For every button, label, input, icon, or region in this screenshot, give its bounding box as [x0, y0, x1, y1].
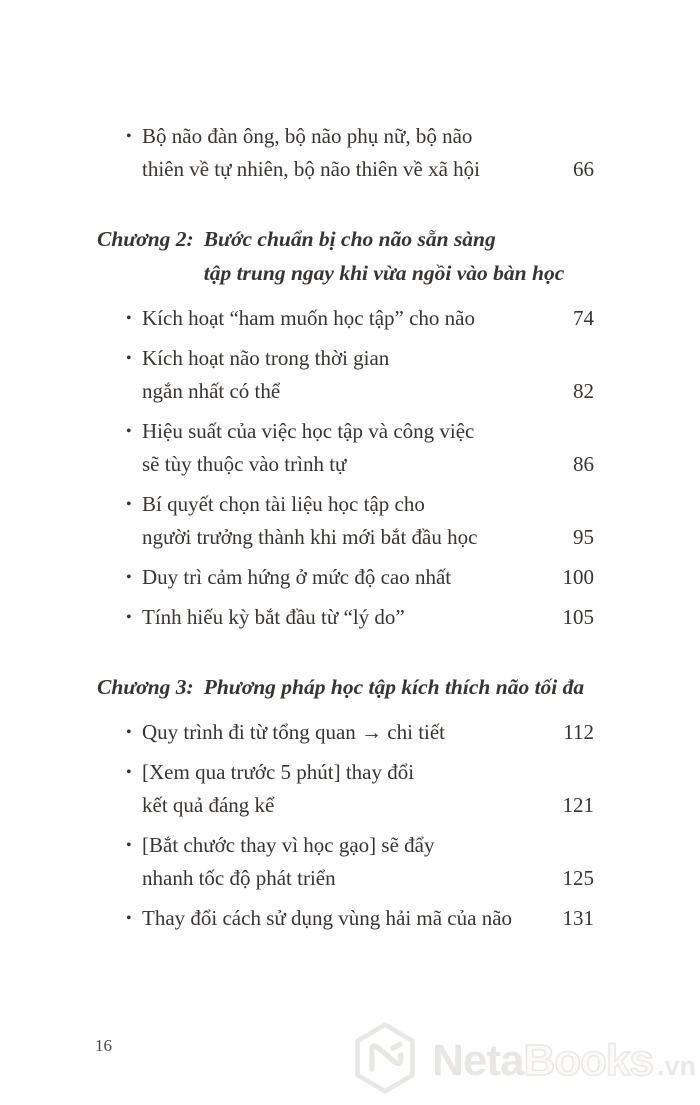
- bullet-icon: •: [126, 837, 132, 854]
- chapter-label: Chương 2:: [97, 227, 194, 251]
- bullet-icon: •: [126, 724, 132, 741]
- netabooks-hexagon-logo-icon: [352, 1022, 418, 1099]
- toc-entry: [97, 415, 594, 481]
- toc-entry: [97, 342, 594, 408]
- toc-entry-page: 66: [573, 157, 594, 181]
- toc-entry-title: [142, 561, 550, 594]
- toc-entry-title-line: Kích hoạt “ham muốn học tập” cho não: [142, 306, 475, 330]
- chapter-title: [204, 222, 565, 290]
- toc-entry-title-line: Thay đổi cách sử dụng vùng hải mã của não: [142, 906, 513, 930]
- toc-entry-title-line: Quy trình đi từ tổng quan → chi tiết: [142, 720, 446, 744]
- toc-entry-title-line: người trưởng thành khi mới bắt đầu học: [142, 525, 478, 549]
- toc-entry-title-line: nhanh tốc độ phát triển: [142, 866, 336, 890]
- watermark-brand-secondary: Books: [523, 1035, 653, 1085]
- toc-entry-title-line: Kích hoạt não trong thời gian: [142, 346, 390, 370]
- chapter-label: Chương 3:: [97, 675, 194, 699]
- toc-entry: [97, 756, 594, 822]
- toc-entry-title-line: [Bắt chước thay vì học gạo] sẽ đẩy: [142, 833, 435, 857]
- bullet-icon: •: [126, 423, 132, 440]
- toc-entry: [97, 902, 594, 935]
- toc-entry: [97, 561, 594, 594]
- toc-entry-title: [142, 902, 550, 935]
- toc-entry-title: [142, 756, 550, 822]
- toc-entry-title-line: kết quả đáng kể: [142, 793, 275, 817]
- netabooks-wordmark: [432, 1036, 696, 1086]
- toc-entry-page: 121: [562, 793, 594, 817]
- chapter-heading-3: [97, 670, 594, 704]
- page-number: 16: [95, 1036, 112, 1055]
- toc-entry: [97, 716, 594, 749]
- toc-entry-title: [142, 601, 550, 634]
- toc-entry-page: 125: [562, 866, 594, 890]
- toc-entry-title: [142, 342, 550, 408]
- toc-entry-title: [142, 120, 550, 186]
- toc-entry-title: [142, 302, 550, 335]
- toc-entry-page: 74: [573, 306, 594, 330]
- bullet-icon: •: [126, 569, 132, 586]
- toc-entry-title: [142, 716, 550, 749]
- toc-entry-title-line: [Xem qua trước 5 phút] thay đổi: [142, 760, 415, 784]
- chapter-title: [204, 670, 584, 704]
- toc-entry: [97, 302, 594, 335]
- bullet-icon: •: [126, 128, 132, 145]
- toc-entry-title-line: Bí quyết chọn tài liệu học tập cho: [142, 492, 425, 516]
- chapter-title-line: tập trung ngay khi vừa ngồi vào bàn học: [203, 261, 565, 285]
- toc-entry-title-line: ngắn nhất có thể: [142, 379, 281, 403]
- toc-entry-title: [142, 488, 550, 554]
- toc-entry: [97, 488, 594, 554]
- toc-entry: [97, 120, 594, 186]
- toc-entry: [97, 601, 594, 634]
- bullet-icon: •: [126, 496, 132, 513]
- table-of-contents: [97, 120, 594, 935]
- chapter-title-line: Phương pháp học tập kích thích não tối đa: [203, 675, 585, 699]
- toc-entry-page: 100: [562, 565, 594, 589]
- bullet-icon: •: [126, 764, 132, 781]
- toc-entry-title: [142, 415, 550, 481]
- watermark-brand-primary: Neta: [432, 1035, 524, 1085]
- toc-entry-title-line: Tính hiếu kỳ bắt đầu từ “lý do”: [142, 605, 405, 629]
- toc-entry-page: 86: [573, 452, 594, 476]
- toc-entry-title: [142, 829, 550, 895]
- toc-entry-page: 131: [562, 906, 594, 930]
- toc-entry-title-line: thiên về tự nhiên, bộ não thiên về xã hội: [142, 157, 480, 181]
- toc-entry-title-line: Bộ não đàn ông, bộ não phụ nữ, bộ não: [142, 124, 473, 148]
- bullet-icon: •: [126, 910, 132, 927]
- bullet-icon: •: [126, 310, 132, 327]
- toc-entry-title-line: Duy trì cảm hứng ở mức độ cao nhất: [142, 565, 452, 589]
- toc-entry-page: 82: [573, 379, 594, 403]
- toc-entry-page: 105: [562, 605, 594, 629]
- chapter-heading-2: [97, 222, 594, 290]
- chapter-title-line: Bước chuẩn bị cho não sẵn sàng: [203, 227, 496, 251]
- bullet-icon: •: [126, 350, 132, 367]
- bullet-icon: •: [126, 609, 132, 626]
- toc-entry-page: 95: [573, 525, 594, 549]
- toc-entry-title-line: Hiệu suất của việc học tập và công việc: [142, 419, 475, 443]
- toc-entry: [97, 829, 594, 895]
- toc-entry-title-line: sẽ tùy thuộc vào trình tự: [142, 452, 347, 476]
- netabooks-watermark: [352, 1022, 696, 1099]
- toc-entry-page: 112: [563, 720, 594, 744]
- watermark-brand-tld: .vn: [656, 1050, 696, 1081]
